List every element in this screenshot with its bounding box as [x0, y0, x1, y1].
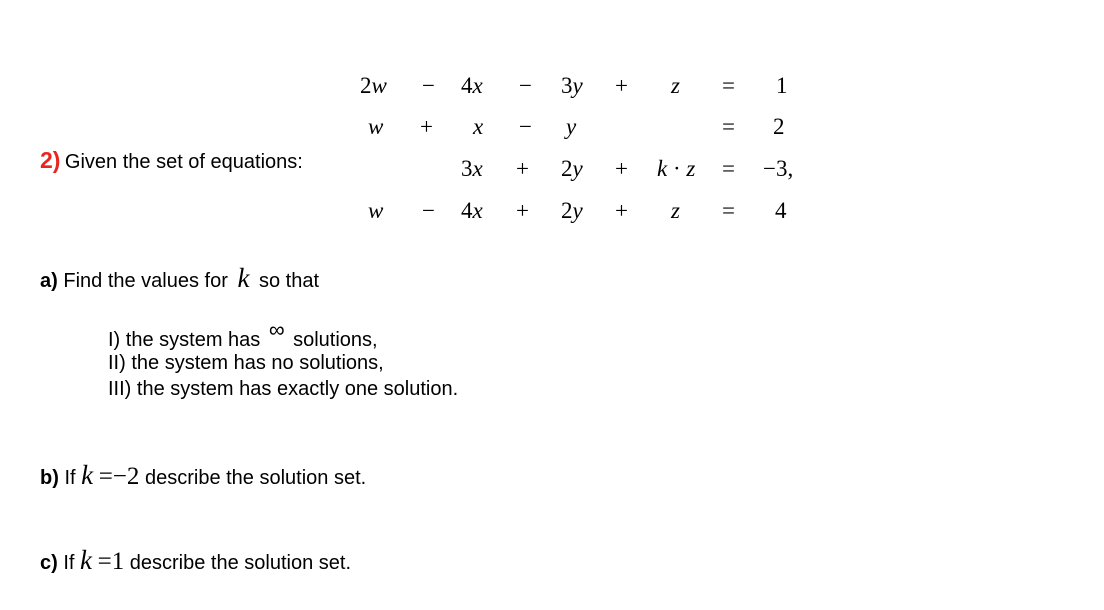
part-c-value: 1	[111, 548, 125, 575]
eq4-op3: +	[615, 198, 628, 223]
part-a-case-2: II) the system has no solutions,	[108, 352, 384, 374]
case-1-prefix: I) the system has	[108, 329, 261, 351]
eq3-term-kz: k · z	[657, 156, 696, 181]
part-b-value: −2	[112, 463, 140, 490]
eq1-equals: =	[722, 73, 735, 98]
eq2-op2: −	[519, 114, 532, 139]
eq3-rhs: −3,	[763, 156, 794, 181]
part-a-variable: k	[237, 263, 250, 293]
part-c-text-after: describe the solution set.	[129, 552, 352, 574]
part-b-text-before: If	[64, 467, 76, 489]
eq4-term-w: w	[368, 198, 384, 223]
part-a-text-after: so that	[259, 270, 320, 292]
part-a-prompt	[40, 263, 319, 294]
part-b-label: b)	[40, 467, 59, 489]
part-b-equals: =	[98, 463, 113, 490]
part-a-label: a)	[40, 270, 58, 292]
eq2-term-x: x	[473, 114, 484, 139]
part-a-case-3: III) the system has exactly one solution.	[108, 378, 459, 400]
eq2-equals: =	[722, 114, 735, 139]
eq1-term-z: z	[671, 73, 680, 98]
part-c-prompt	[40, 545, 351, 576]
eq3-term-y: 2y	[561, 156, 583, 181]
problem-intro: Given the set of equations:	[64, 151, 303, 173]
problem-number: 2)	[40, 147, 61, 173]
problem-header	[40, 147, 303, 174]
eq2-term-y: y	[566, 114, 577, 139]
eq4-term-z: z	[671, 198, 680, 223]
eq3-term-x: 3x	[461, 156, 483, 181]
part-b-text-after: describe the solution set.	[144, 467, 367, 489]
eq2-op1: +	[420, 114, 433, 139]
part-c-text-before: If	[63, 552, 75, 574]
part-b-prompt	[40, 460, 366, 491]
eq2-term-w: w	[368, 114, 384, 139]
part-a-text-before: Find the values for	[63, 270, 228, 292]
eq4-rhs: 4	[775, 198, 787, 223]
eq3-op2: +	[516, 156, 529, 181]
part-c-equals: =	[97, 548, 112, 575]
eq2-rhs: 2	[773, 114, 785, 139]
eq1-term-x: 4x	[461, 73, 483, 98]
case-1-suffix: solutions,	[293, 329, 378, 351]
part-c-label: c)	[40, 552, 58, 574]
eq4-term-y: 2y	[561, 198, 583, 223]
eq1-rhs: 1	[776, 73, 788, 98]
part-a-case-1	[108, 317, 378, 352]
eq1-op3: +	[615, 73, 628, 98]
part-c-variable: k	[80, 545, 93, 575]
eq4-op1: −	[422, 198, 435, 223]
eq4-op2: +	[516, 198, 529, 223]
eq3-op3: +	[615, 156, 628, 181]
infinity-symbol: ∞	[268, 317, 285, 342]
eq1-term-w: 2w	[360, 73, 387, 98]
eq1-op2: −	[519, 73, 532, 98]
eq4-term-x: 4x	[461, 198, 483, 223]
part-b-variable: k	[81, 460, 94, 490]
eq3-equals: =	[722, 156, 735, 181]
eq1-op1: −	[422, 73, 435, 98]
eq4-equals: =	[722, 198, 735, 223]
eq1-term-y: 3y	[561, 73, 583, 98]
